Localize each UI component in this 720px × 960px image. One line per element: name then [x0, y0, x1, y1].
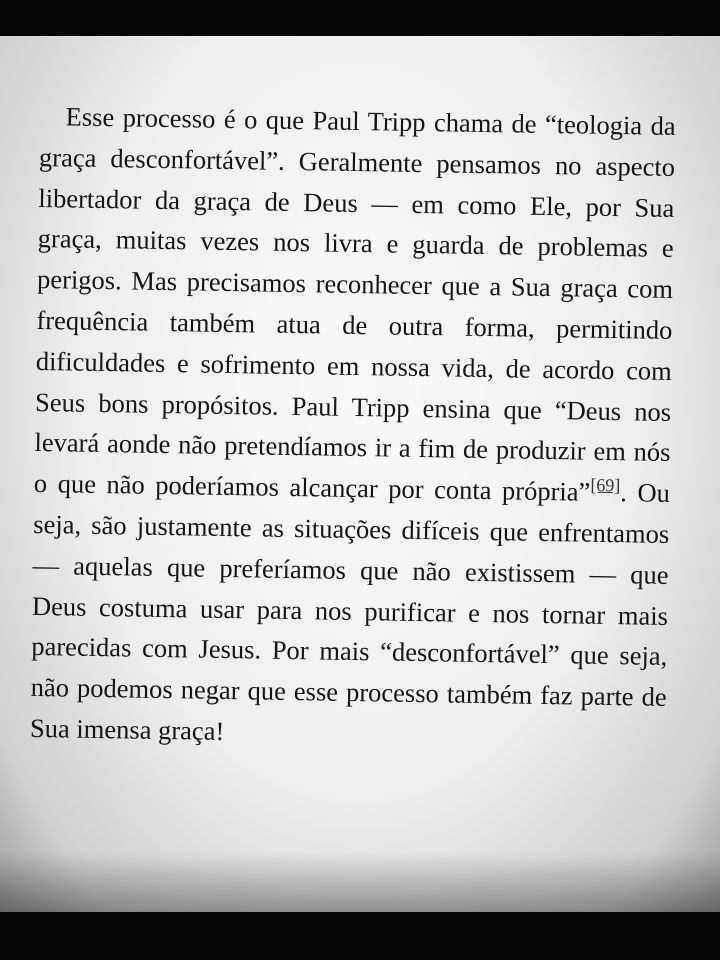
- paragraph-text-before-note: Esse processo é o que Paul Tripp chama de “teologia da graça desconfortável”. Geralmente pensamos no aspecto libertador da graça de Deus — em como Ele, por Sua graça, muitas vezes nos livra e guarda de problemas e perigos. Mas precisamos reconhecer que a Sua graça com frequência também atua de outra forma, permitindo dificuldades e sofrimento em nossa vida, de acordo com Seus bons propósitos. Paul Tripp ensina que “Deus nos levará aonde não pretendíamos ir a fim de produzir em nós o que não poderíamos alcançar por conta própria”: [33, 101, 676, 507]
- paragraph-text-after-note: . Ou seja, são justamente as situações difíceis que enfrentamos — aquelas que preferíamos que não existissem — que Deus costuma usar para nos purificar e nos tornar mais parecidas com Jesus. Por mais “desconfortável” que seja, não podemos negar que esse processo também faz parte de Sua imensa graça!: [29, 477, 671, 746]
- footnote-link[interactable]: [69]: [590, 475, 621, 496]
- body-text: [30, 96, 676, 759]
- book-page: [0, 36, 720, 912]
- paragraph: [30, 96, 676, 759]
